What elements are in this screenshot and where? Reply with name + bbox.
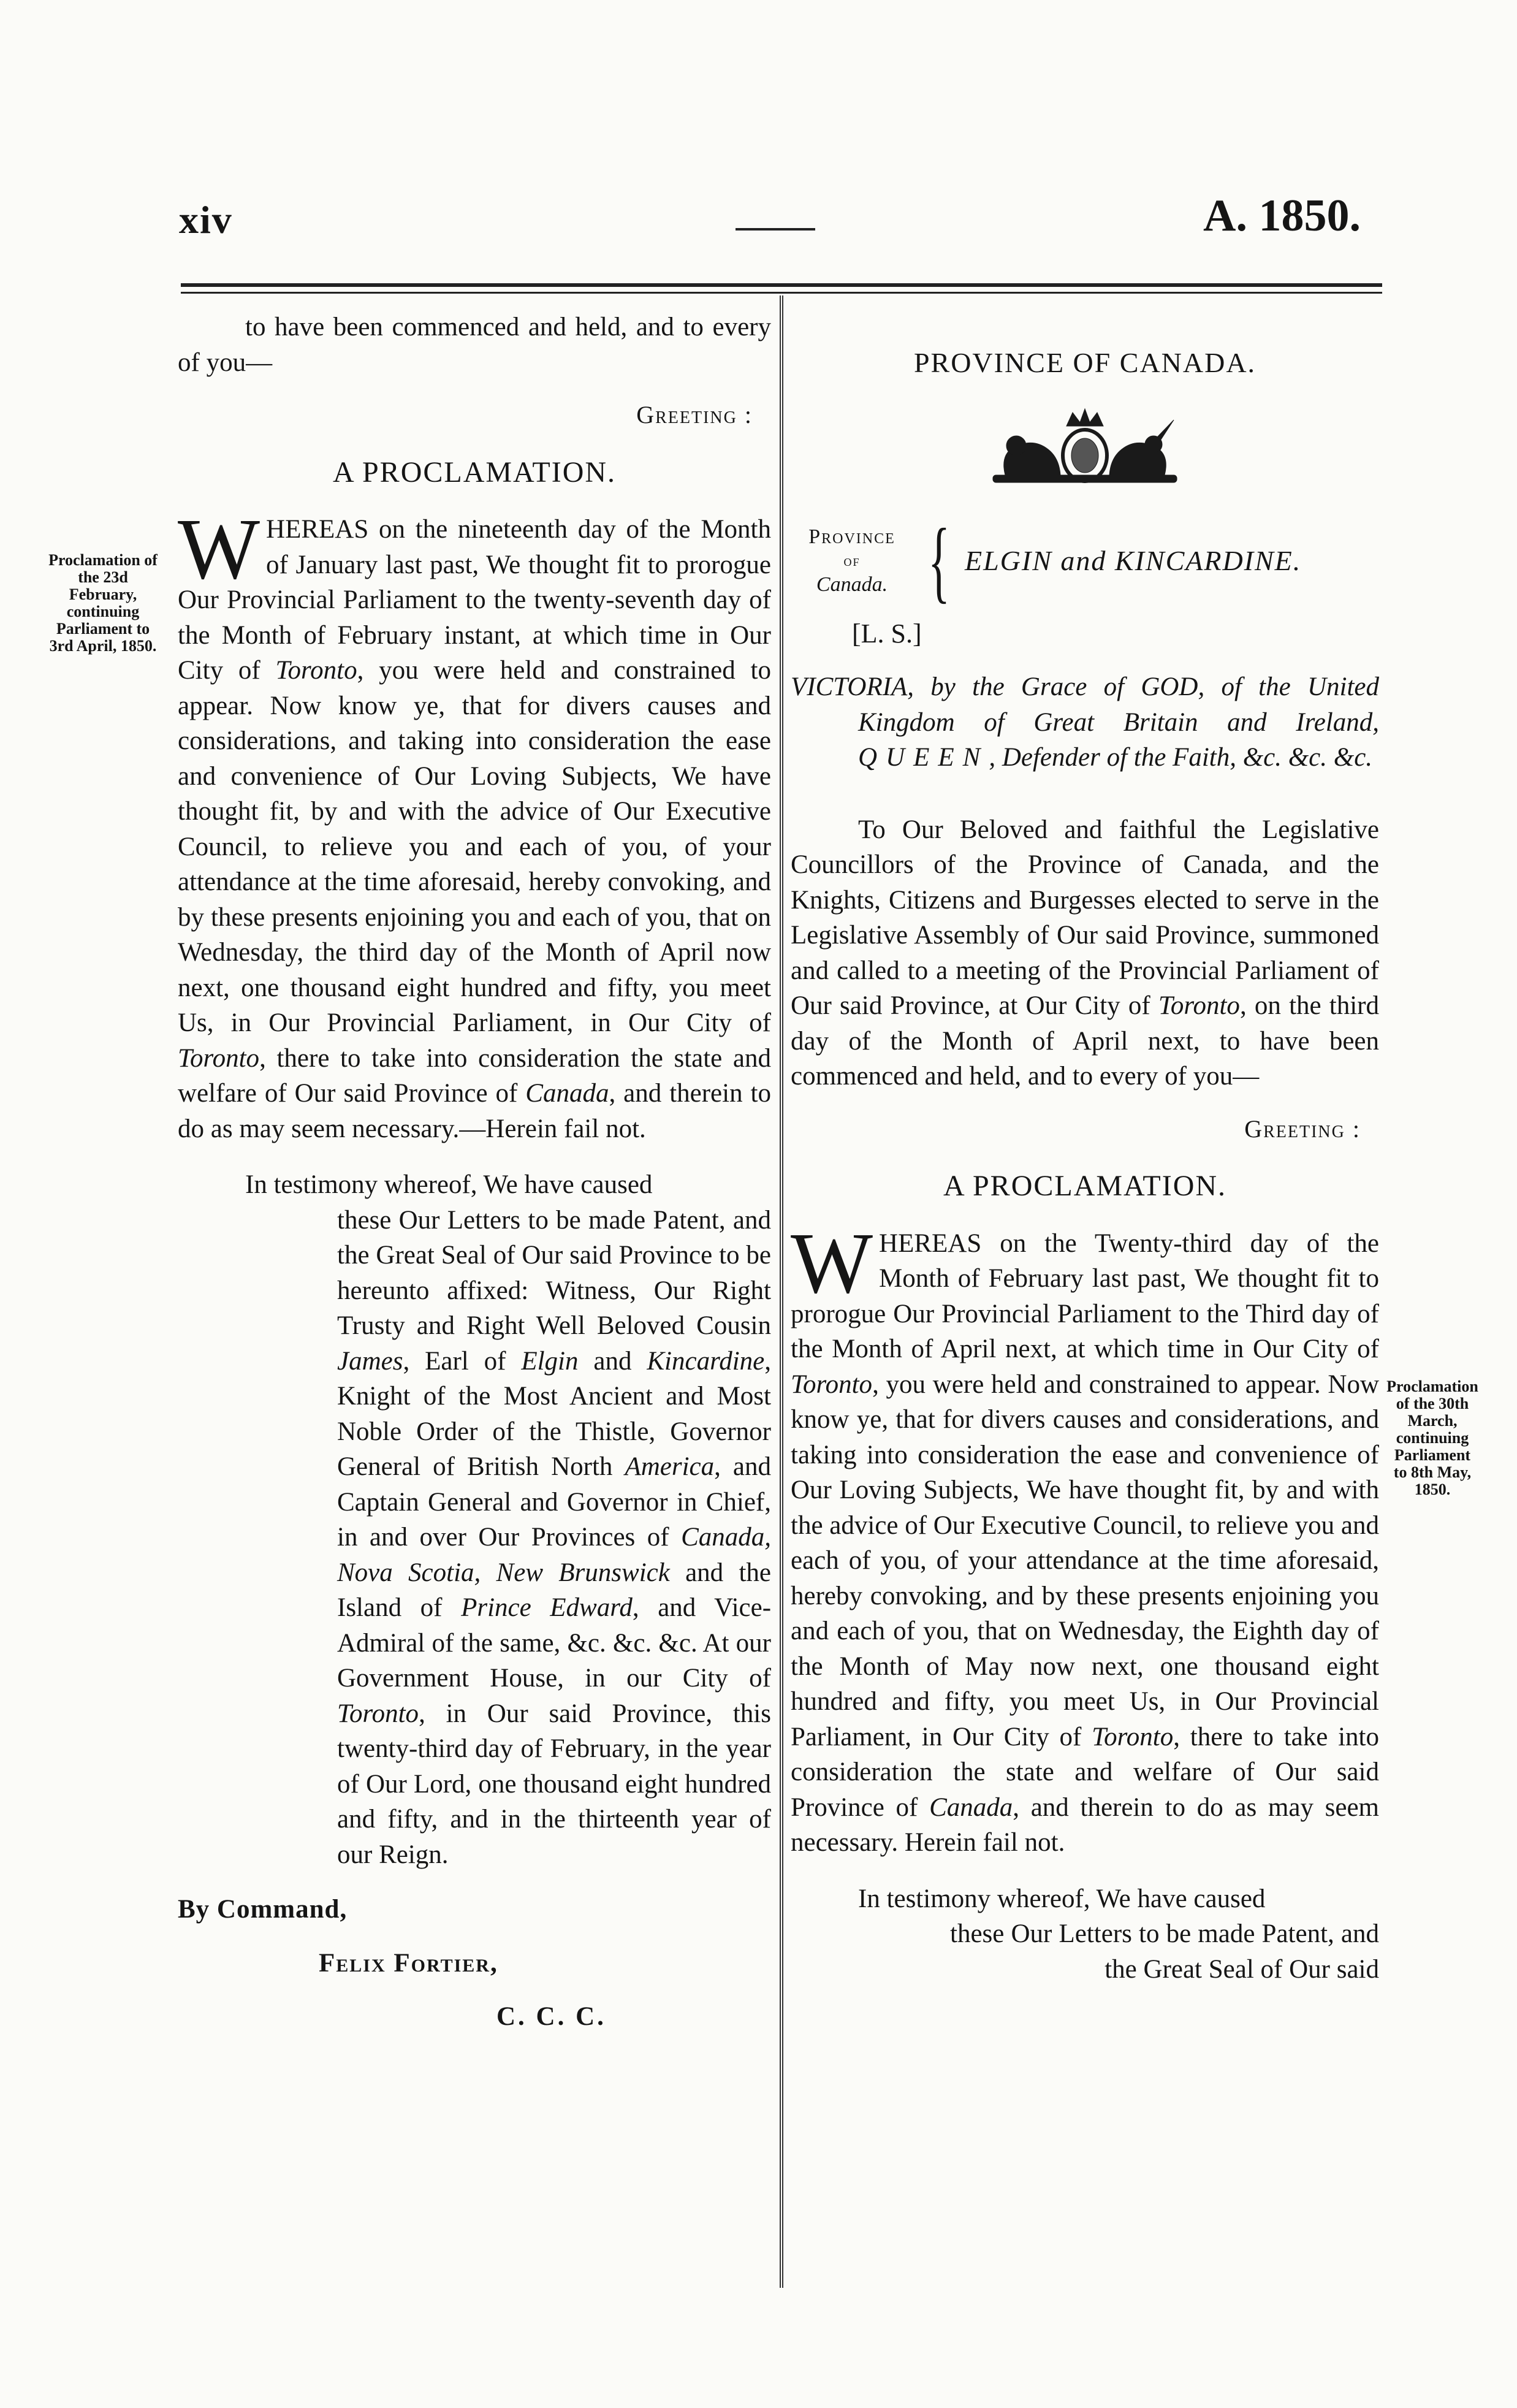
- signature-name: Felix Fortier,: [319, 1948, 498, 1978]
- body-text: , you were held and constrained to appear. Now know ye, that for divers causes and considerations, and taking into consideration the ease and convenience of Our Loving Subjects, We have thought fit, by and with the advice of Our Executive Council, to relieve you and each of you, of your attendance at the time aforesaid, hereby convoking, and by these presents enjoining you and each of you, that on Wednesday, the Eighth day of the Month of May now next, one thousand eight hundred and fifty, you meet Us, in Our Provincial Parliament, in Our City of: [791, 1370, 1380, 1751]
- header-rule-thick: [181, 283, 1382, 287]
- place-name: Toronto: [1092, 1722, 1174, 1751]
- continuation-text: to have been commenced and held, and to every of you—: [178, 313, 771, 377]
- testimony-text: , and Captain General and Governor in Chief, in and over Our Provinces of: [337, 1452, 771, 1552]
- province-block: [791, 509, 1379, 612]
- body-text: , and therein to do as may seem necessary.—Herein fail not.: [178, 1079, 771, 1143]
- place-name: Canada: [929, 1793, 1013, 1822]
- place-name: Canada, Nova Scotia, New Brunswick: [337, 1523, 771, 1587]
- testimony-first-line: In testimony whereof, We have caused: [858, 1884, 1266, 1913]
- testimony-first-line: In testimony whereof, We have caused: [245, 1170, 653, 1199]
- testimony-left: [178, 1167, 771, 1872]
- royal-style-text: , Defender of the Faith, &c. &c. &c.: [989, 743, 1373, 772]
- signature-title: C. C. C.: [496, 2002, 606, 2031]
- right-column: [791, 310, 1379, 1987]
- margin-note-right: Proclamation of the 30th March, continuing Parliament to 8th May, 1850.: [1386, 1377, 1478, 1498]
- province-title: PROVINCE OF CANADA.: [913, 347, 1257, 378]
- royal-style-queen: QUEEN: [858, 743, 989, 772]
- address-part: , on the third day of the Month of April next, to have been commenced and held, and to every of you—: [791, 991, 1379, 1091]
- greeting-left: Greeting :: [636, 401, 753, 429]
- testimony-text: , Knight of the Most Ancient and Most Noble Order of the Thistle, Governor General of British North: [337, 1346, 772, 1481]
- page-number: xiv: [179, 198, 233, 242]
- page-year: A. 1850.: [1203, 191, 1361, 241]
- locus-sigilli: [L. S.]: [852, 618, 922, 649]
- greeting-right: Greeting :: [1244, 1114, 1361, 1143]
- testimony-text: these Our Letters to be made Patent, and the Great Seal of Our said Province to be hereunto affixed: Witness, Our Right Trusty and Right Well Beloved Cousin: [337, 1205, 771, 1340]
- province-label-line: Province: [808, 525, 895, 548]
- testimony-body: [337, 1203, 771, 1873]
- column-divider: [780, 295, 783, 2288]
- place-name: Toronto: [337, 1699, 419, 1728]
- drop-cap-left: W: [178, 500, 260, 597]
- body-text: , you were held and constrained to appear. Now know ye, that for divers causes and considerations, and taking into consideration the ease and convenience of Our Loving Subjects, We have thought fit, by and with the advice of Our Executive Council, to relieve you and each of you, of your attendance at the time aforesaid, hereby convoking, and by these presents enjoining you and each of you, that on Wednesday, the third day of the Month of April now next, one thousand eight hundred and fifty, you meet Us, in Our Provincial Parliament, in Our City of: [178, 656, 771, 1037]
- place-name: Kincardine: [647, 1346, 765, 1376]
- brace-icon: {: [928, 509, 950, 612]
- left-column: [178, 310, 771, 2035]
- province-label: [791, 524, 913, 598]
- testimony-text: and: [578, 1346, 647, 1376]
- governor-name: ELGIN and KINCARDINE.: [965, 544, 1302, 576]
- header-dash: [736, 228, 815, 231]
- royal-arms-icon: [962, 402, 1207, 493]
- body-text: , there to take into consideration the state and welfare of Our said Province of: [178, 1043, 771, 1108]
- testimony-text: , and Vice-Admiral of the same, &c. &c. &c. At our Government House, in our City of: [337, 1593, 772, 1693]
- header-rule-thin: [181, 292, 1382, 294]
- place-name: Toronto: [1158, 991, 1240, 1020]
- place-name: Prince Edward: [461, 1593, 633, 1622]
- proclamation-title-left: A PROCLAMATION.: [332, 455, 617, 489]
- body-text: HEREAS on the nineteenth day of the Month of January last past, We thought fit to prorogue Our Provincial Parliament to the twenty-seventh day of the Month of February instant, at which time in Our City of: [178, 515, 771, 685]
- body-text: , and therein to do as may seem necessary. Herein fail not.: [791, 1793, 1380, 1857]
- place-name: Toronto: [275, 656, 357, 685]
- by-command: By Command,: [178, 1895, 348, 1924]
- place-name: Toronto: [791, 1370, 873, 1399]
- address-part: To Our Beloved and faithful the Legislative Councillors of the Province of Canada, and the Knights, Citizens and Burgesses elected to serve in the Legislative Assembly of Our said Province, summoned and called to a meeting of the Provincial Parliament of Our said Province, at Our City of: [791, 815, 1379, 1020]
- testimony-right: [791, 1881, 1379, 1987]
- testimony-body: these Our Letters to be made Patent, and the Great Seal of Our said: [950, 1919, 1379, 1984]
- royal-style: [791, 669, 1379, 775]
- proclamation-body-left: [178, 500, 771, 1146]
- place-name: Canada: [525, 1079, 609, 1108]
- testimony-text: , in Our said Province, this twenty-third day of February, in the year of Our Lord, one thousand eight hundred and fifty, and in the thirteenth year of our Reign.: [337, 1699, 771, 1869]
- place-name: Toronto: [178, 1043, 260, 1073]
- place-name: America: [625, 1452, 715, 1481]
- place-name: Elgin: [521, 1346, 579, 1376]
- province-label-line: of: [843, 551, 861, 570]
- testimony-text: , Earl of: [403, 1346, 522, 1376]
- address-text: [791, 812, 1379, 1094]
- proclamation-body-right: [791, 1214, 1380, 1861]
- testimony-text: and the Island of: [337, 1558, 771, 1622]
- person-name: James: [337, 1346, 403, 1376]
- drop-cap-right: W: [791, 1214, 873, 1311]
- royal-style-text: VICTORIA, by the Grace of GOD, of the United Kingdom of Great Britain and Ireland,: [791, 672, 1379, 737]
- body-text: , there to take into consideration the state and welfare of Our said Province of: [791, 1722, 1379, 1822]
- proclamation-title-right: A PROCLAMATION.: [943, 1170, 1227, 1202]
- margin-note-left: Proclamation of the 23d February, continuing Parliament to 3rd April, 1850.: [48, 551, 158, 655]
- body-text: HEREAS on the Twenty-third day of the Month of February last past, We thought fit to prorogue Our Provincial Parliament to the Third day of the Month of April next, at which time in Our City of: [791, 1229, 1379, 1363]
- province-label-line: Canada.: [816, 573, 888, 596]
